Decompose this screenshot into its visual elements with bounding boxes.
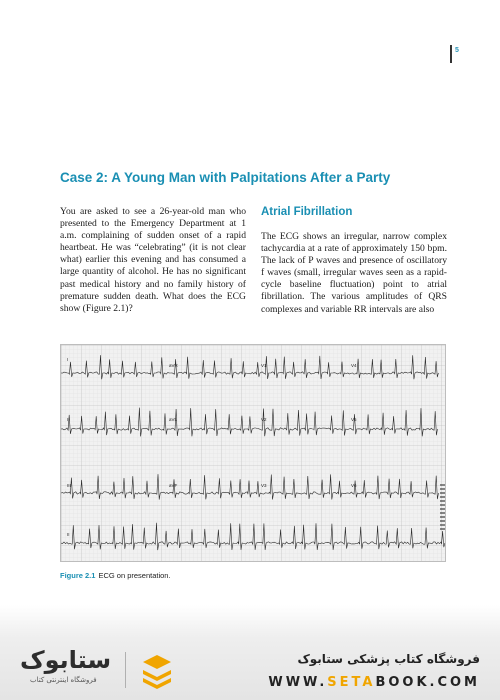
figure-caption-text: ECG on presentation.	[98, 571, 171, 580]
url-prefix: WWW.	[268, 675, 328, 690]
brand-logo[interactable]	[20, 645, 120, 695]
brand-logo-subtitle: فروشگاه اینترنتی کتاب	[30, 676, 97, 684]
page-number: 5	[455, 47, 459, 54]
logo-divider	[125, 652, 126, 688]
lead-label-aVF: aVF	[169, 483, 178, 488]
ecg-figure	[60, 344, 446, 562]
section-paragraph: The ECG shows an irregular, narrow complex tachycardia at a rate of approximately 150 bpm. The lack of P waves and presence of oscillatory f waves (small, irregular waves seen as a rapid-cycle baseline fluctuation) point to atrial fibrillation. The various amplitudes of QRS complexes and variable RR intervals are also	[261, 231, 447, 315]
lead-label-aVR: aVR	[169, 363, 178, 368]
lead-label-V2: V2	[261, 417, 267, 422]
lead-label-II: II	[67, 417, 70, 422]
stacked-books-icon	[137, 651, 177, 691]
ecg-strip	[61, 345, 446, 562]
lead-label-V3: V3	[261, 483, 267, 488]
section-heading: Atrial Fibrillation	[261, 206, 353, 218]
lead-label-V1: V1	[261, 363, 267, 368]
figure-caption	[60, 571, 171, 580]
page-number-bar	[450, 45, 452, 63]
url-accent: SETA	[327, 675, 376, 690]
lead-label-V5: V5	[351, 417, 357, 422]
lead-label-V6: V6	[351, 483, 357, 488]
case-description: You are asked to see a 26-year-old man who presented to the Emergency Department at 1 a.m. complaining of sudden onset of a rapid heartbeat. He was “celebrating” (it is not clear what) earlier this evening and has consumed a large quantity of alcohol. He has no significant past medical history and no family history of premature sudden death. What does the ECG show (Figure 2.1)?	[60, 206, 246, 314]
case-title: Case 2: A Young Man with Palpitations After a Party	[60, 170, 391, 185]
figure-number: Figure 2.1	[60, 571, 96, 580]
lead-label-I: I	[67, 357, 69, 362]
shop-name: فروشگاه کتاب پزشکی ستابوک	[297, 652, 480, 666]
brand-logo-text: ستابوک	[20, 646, 112, 674]
shop-url-link[interactable]	[255, 675, 480, 690]
url-suffix: BOOK.COM	[375, 675, 480, 690]
lead-label-V4: V4	[351, 363, 357, 368]
lead-label-rhythm-II: II	[67, 532, 70, 537]
lead-label-III: III	[67, 483, 71, 488]
lead-label-aVL: aVL	[169, 417, 178, 422]
